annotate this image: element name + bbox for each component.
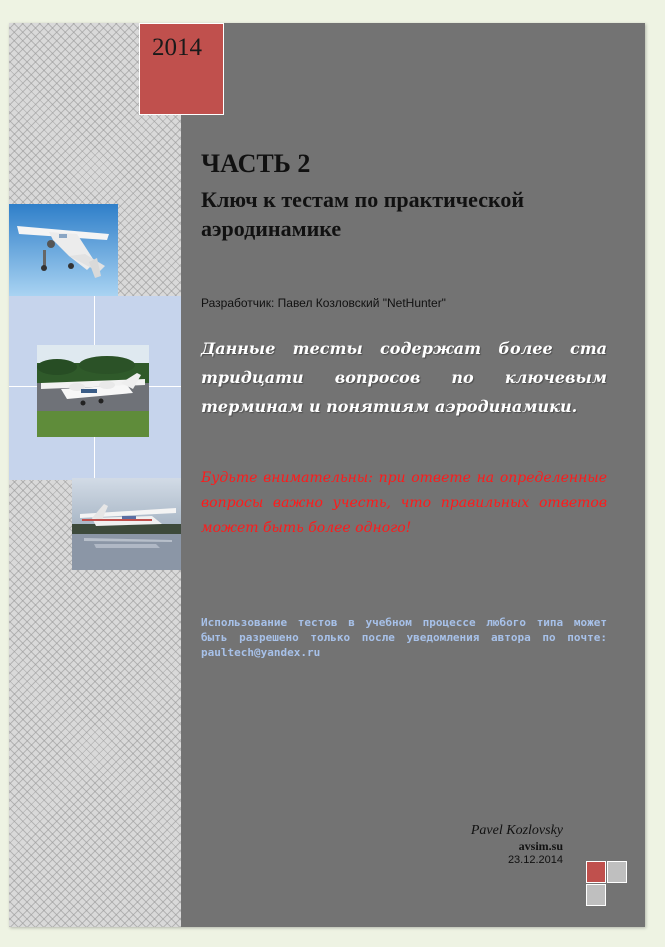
squares-logo <box>586 861 630 909</box>
publication-date: 23.12.2014 <box>507 854 563 866</box>
cover-page <box>9 23 645 927</box>
twin-engine-airplane-photo <box>37 345 149 437</box>
logo-square <box>586 861 606 883</box>
site-name: avsim.su <box>518 839 563 853</box>
document-subtitle: Ключ к тестам по практической аэродинамике <box>201 187 525 241</box>
airplane-photo <box>9 204 118 296</box>
author-block <box>471 823 563 867</box>
logo-square <box>586 884 606 906</box>
developer-credit: Разработчик: Павел Козловский "NetHunter" <box>201 296 446 310</box>
year-box <box>139 23 224 115</box>
warning-paragraph: Будьте внимательны: при ответе на определенные вопросы важно учесть, что правильных ответов может быть более одного! <box>201 470 607 536</box>
year-label: 2014 <box>152 34 202 61</box>
description-paragraph: Данные тесты содержат более ста тридцати вопросов по ключевым терминам и понятиям аэродинамики. <box>201 339 607 416</box>
sport-airplane-photo <box>72 478 181 570</box>
author-name: Pavel Kozlovsky <box>470 823 563 838</box>
usage-notice: Использование тестов в учебном процессе любого типа может быть разрешено только после уведомления автора по почте: paultech@yandex.ru <box>201 616 607 659</box>
logo-square <box>607 861 627 883</box>
part-title: ЧАСТЬ 2 <box>201 149 311 178</box>
